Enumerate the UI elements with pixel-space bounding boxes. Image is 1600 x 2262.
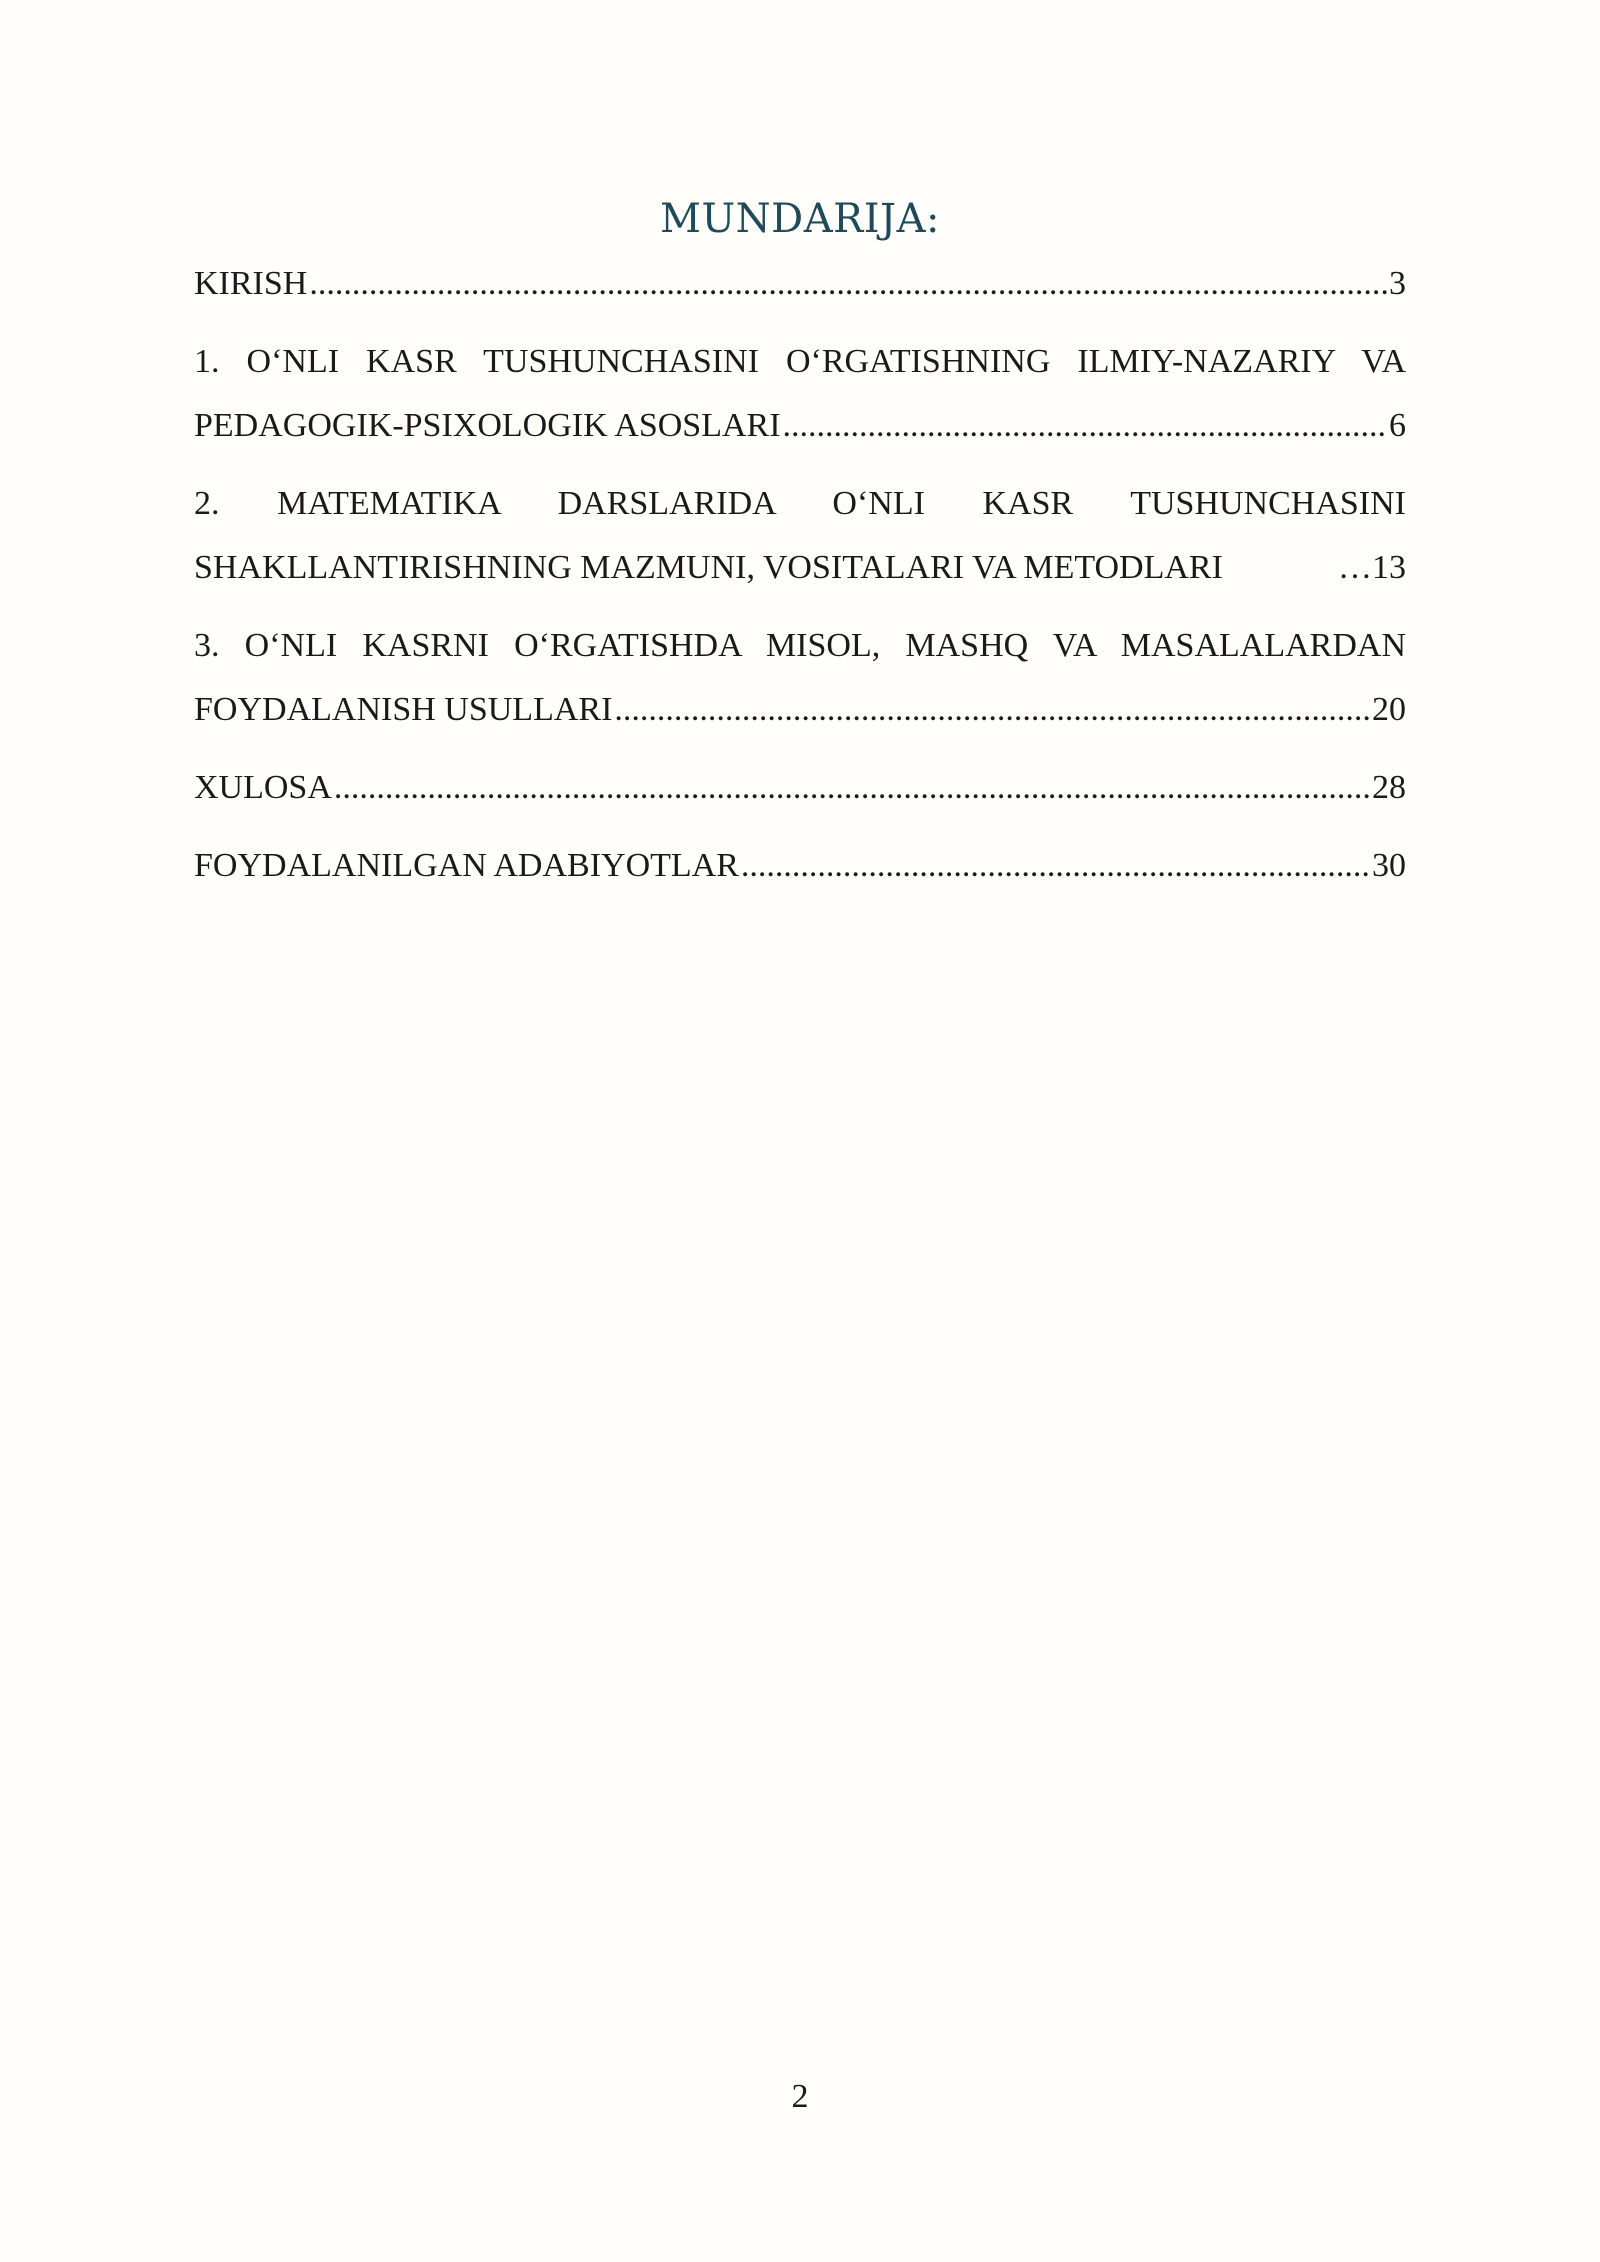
toc-page-number: 13 [1372, 549, 1406, 586]
toc-line [194, 756, 1406, 820]
toc-page-number: 20 [1372, 691, 1406, 728]
toc-entry-title: XULOSA [194, 769, 332, 806]
toc-entry-title: FOYDALANISH USULLARI [194, 691, 613, 728]
toc-line [194, 678, 1406, 742]
dot-leader [334, 756, 1370, 820]
table-of-contents [194, 252, 1406, 912]
toc-entry-title: SHAKLLANTIRISHNING MAZMUNI, VOSITALARI VA METODLARI [194, 549, 1223, 586]
toc-entry-title: FOYDALANILGAN ADABIYOTLAR [194, 847, 739, 884]
dot-leader [614, 678, 1370, 742]
toc-page-number: 30 [1372, 847, 1406, 884]
toc-line: 2. MATEMATIKA DARSLARIDA O‘NLI KASR TUSHUNCHASINI [194, 485, 1406, 522]
dot-leader [783, 394, 1387, 458]
page-footer-number: 2 [791, 2078, 809, 2115]
toc-line: 1. O‘NLI KASR TUSHUNCHASINI O‘RGATISHNING ILMIY-NAZARIY VA [194, 343, 1406, 380]
toc-entry-chapter-2[interactable] [194, 472, 1406, 600]
toc-entry-chapter-3[interactable] [194, 614, 1406, 742]
toc-entry-chapter-1[interactable] [194, 330, 1406, 458]
toc-entry-adabiyotlar[interactable] [194, 834, 1406, 898]
toc-entry-title: PEDAGOGIK-PSIXOLOGIK ASOSLARI [194, 407, 781, 444]
page-title: MUNDARIJA: [660, 196, 940, 242]
toc-entry-kirish[interactable] [194, 252, 1406, 316]
dot-leader [309, 252, 1387, 316]
toc-page-number: 3 [1389, 265, 1406, 302]
toc-line: 3. O‘NLI KASRNI O‘RGATISHDA MISOL, MASHQ VA MASALALARDAN [194, 627, 1406, 664]
toc-line [194, 394, 1406, 458]
dot-leader [741, 834, 1370, 898]
toc-line [194, 252, 1406, 316]
toc-entry-xulosa[interactable] [194, 756, 1406, 820]
toc-entry-title: KIRISH [194, 265, 308, 302]
toc-line [194, 834, 1406, 898]
toc-ellipsis: … [1338, 549, 1372, 586]
toc-line [194, 536, 1406, 600]
toc-page-number: 28 [1372, 769, 1406, 806]
toc-page-number: 6 [1389, 407, 1406, 444]
